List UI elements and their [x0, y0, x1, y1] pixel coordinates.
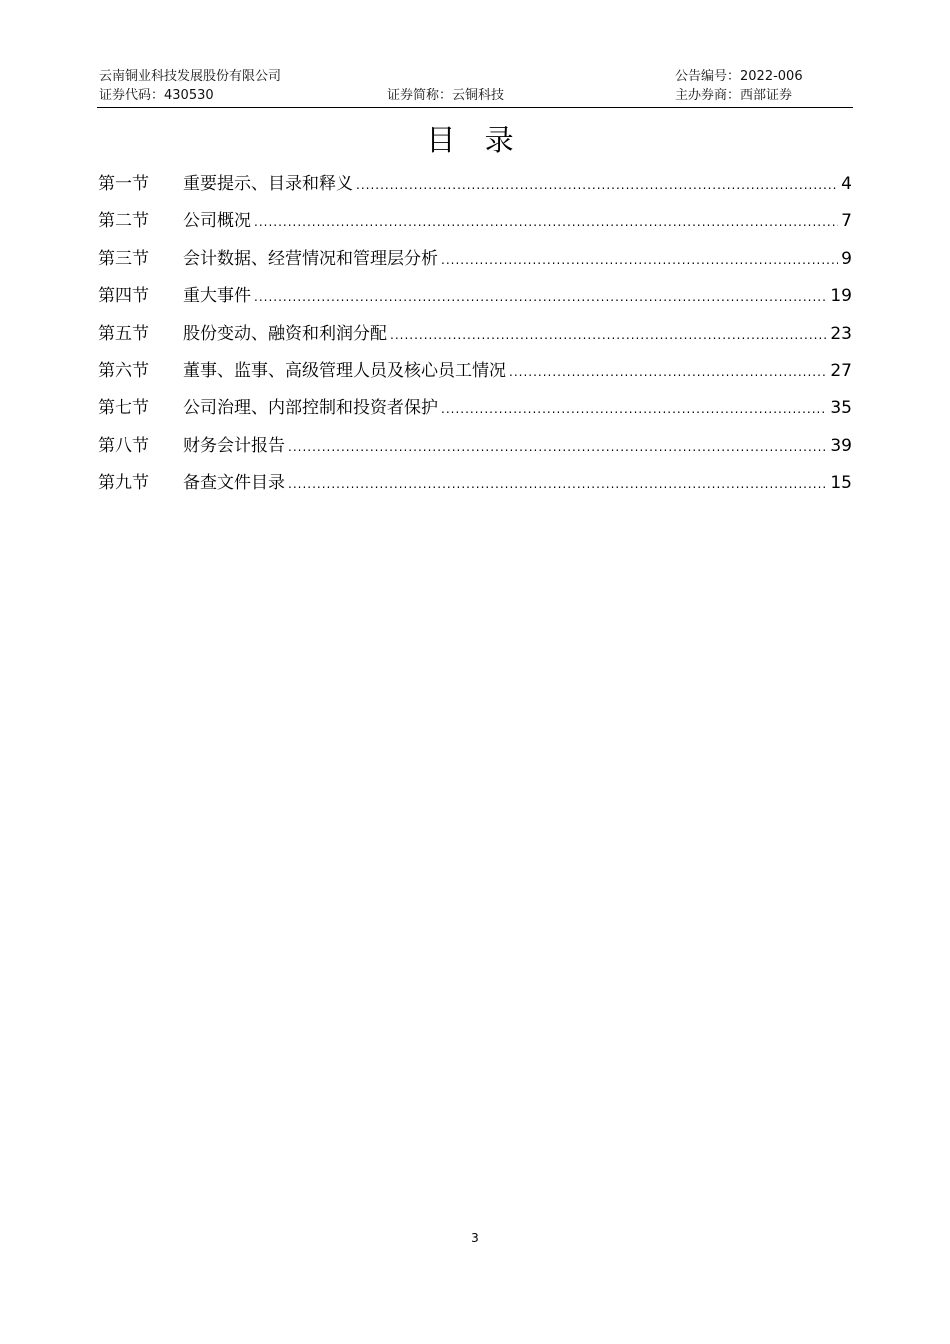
toc-dot-leader: [288, 431, 827, 463]
announcement-number: 公告编号：2022-006: [675, 69, 803, 84]
toc-section-title: 重要提示、目录和释义: [183, 174, 353, 194]
toc-section-title: 重大事件: [183, 286, 251, 307]
header-row-bottom: [97, 86, 853, 105]
toc-entry[interactable]: [98, 467, 852, 504]
toc-section-number: 第九节: [98, 473, 149, 494]
toc-page-number: 19: [830, 286, 852, 307]
toc-dot-leader: [441, 244, 838, 276]
toc-dot-leader: [390, 319, 827, 351]
toc-section-title: 会计数据、经营情况和管理层分析: [183, 248, 438, 269]
toc-entry[interactable]: [98, 318, 852, 355]
company-name: 云南铜业科技发展股份有限公司: [99, 69, 282, 84]
toc-section-title: 股份变动、融资和利润分配: [183, 323, 387, 344]
toc-section-number: 第二节: [98, 211, 149, 232]
toc-dot-leader: [441, 393, 827, 425]
toc-section-number: 第八节: [98, 435, 149, 456]
stock-abbreviation: 证券简称：云铜科技: [387, 88, 505, 103]
toc-entry[interactable]: [98, 168, 852, 205]
stock-code: 证券代码：430530: [99, 88, 214, 103]
toc-page-number: 15: [830, 473, 852, 494]
toc-entry[interactable]: [98, 430, 852, 467]
toc-page-number: 35: [830, 398, 852, 419]
toc-dot-leader: [254, 206, 838, 238]
toc-title: 目 录: [426, 123, 524, 157]
toc-section-number: 第一节: [98, 174, 149, 194]
table-of-contents: [98, 168, 852, 505]
toc-entry[interactable]: [98, 205, 852, 242]
toc-page-number: 27: [830, 360, 852, 381]
page-header: [97, 67, 853, 108]
toc-section-number: 第五节: [98, 323, 149, 344]
toc-section-number: 第六节: [98, 360, 149, 381]
toc-section-title: 财务会计报告: [183, 435, 285, 456]
toc-page-number: 9: [841, 248, 852, 269]
toc-page-number: 39: [830, 435, 852, 456]
toc-page-number: 4: [841, 174, 852, 194]
toc-section-title: 董事、监事、高级管理人员及核心员工情况: [183, 360, 506, 381]
toc-section-title: 公司概况: [183, 211, 251, 232]
toc-dot-leader: [509, 356, 827, 388]
toc-dot-leader: [254, 281, 827, 313]
page-number-footer: 3: [471, 1231, 479, 1245]
toc-section-title: 备查文件目录: [183, 473, 285, 494]
toc-entry[interactable]: [98, 243, 852, 280]
toc-section-title: 公司治理、内部控制和投资者保护: [183, 398, 438, 419]
header-row-top: [97, 67, 853, 86]
toc-dot-leader: [356, 169, 838, 201]
toc-entry[interactable]: [98, 392, 852, 429]
toc-section-number: 第七节: [98, 398, 149, 419]
toc-page-number: 7: [841, 211, 852, 232]
toc-dot-leader: [288, 468, 827, 500]
toc-section-number: 第三节: [98, 248, 149, 269]
sponsor-broker: 主办券商：西部证券: [675, 88, 793, 103]
toc-page-number: 23: [830, 323, 852, 344]
toc-section-number: 第四节: [98, 286, 149, 307]
toc-entry[interactable]: [98, 280, 852, 317]
toc-entry[interactable]: [98, 355, 852, 392]
